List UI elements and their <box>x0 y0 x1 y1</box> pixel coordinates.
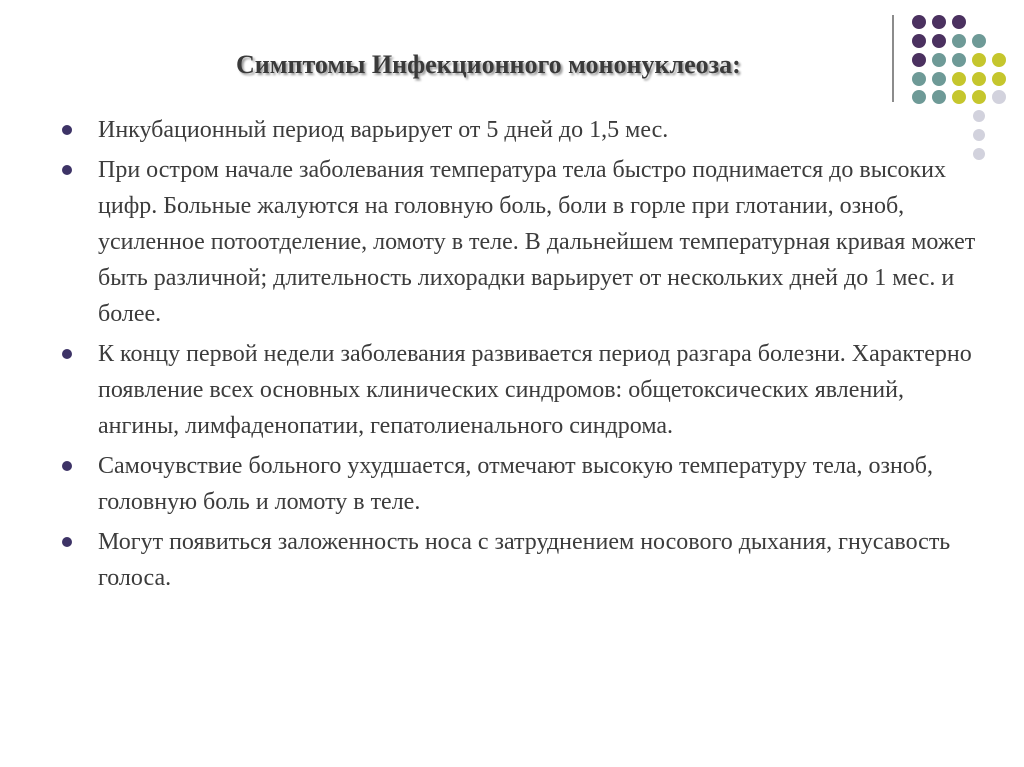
decor-dot <box>952 53 966 67</box>
decor-dot <box>932 72 946 86</box>
slide-title: Симптомы Инфекционного мононуклеоза: <box>236 50 741 79</box>
list-item <box>60 524 980 596</box>
list-item <box>60 112 980 148</box>
list-item-text: Могут появиться заложенность носа с затруднением носового дыхания, гнусавость голоса. <box>98 529 951 591</box>
decor-dot <box>992 72 1006 86</box>
list-item-text: Инкубационный период варьирует от 5 дней до 1,5 мес. <box>98 117 669 143</box>
decor-dot <box>992 53 1006 67</box>
bullet-icon <box>62 461 72 471</box>
decor-dot <box>932 90 946 104</box>
decor-dot <box>932 34 946 48</box>
bullet-icon <box>62 165 72 175</box>
decor-dot <box>952 15 966 29</box>
list-item <box>60 448 980 520</box>
decor-dot <box>932 53 946 67</box>
decor-dot <box>952 72 966 86</box>
decor-dot <box>952 34 966 48</box>
bullet-icon <box>62 125 72 135</box>
title-divider-line <box>892 15 894 102</box>
decor-dot <box>932 15 946 29</box>
bullet-list <box>60 112 980 600</box>
list-item-text: К концу первой недели заболевания развивается период разгара болезни. Характерно появление всех основных клинических синдромов: общетоксических явлений, ангины, лимфаденопатии, гепатолиенального синдрома. <box>98 341 972 439</box>
list-item <box>60 152 980 332</box>
decor-dot <box>992 90 1006 104</box>
list-item <box>60 336 980 444</box>
decor-dot <box>912 53 926 67</box>
decor-dot <box>972 34 986 48</box>
decor-dot <box>912 90 926 104</box>
list-item-text: Самочувствие больного ухудшается, отмечают высокую температуру тела, озноб, головную боль и ломоту в теле. <box>98 453 934 515</box>
decor-dot <box>972 72 986 86</box>
decor-dot <box>912 72 926 86</box>
decor-dot <box>972 90 986 104</box>
decor-dot <box>972 53 986 67</box>
decor-dot <box>912 15 926 29</box>
decor-dot <box>912 34 926 48</box>
decor-dot <box>952 90 966 104</box>
bullet-icon <box>62 537 72 547</box>
list-item-text: При остром начале заболевания температура тела быстро поднимается до высоких цифр. Больные жалуются на головную боль, боли в горле при глотании, озноб, усиленное потоотделение, ломоту в теле. В дальнейшем температурная кривая может быть различной; длительность лихорадки варьирует от нескольких дней до 1 мес. и более. <box>98 157 976 327</box>
bullet-icon <box>62 349 72 359</box>
